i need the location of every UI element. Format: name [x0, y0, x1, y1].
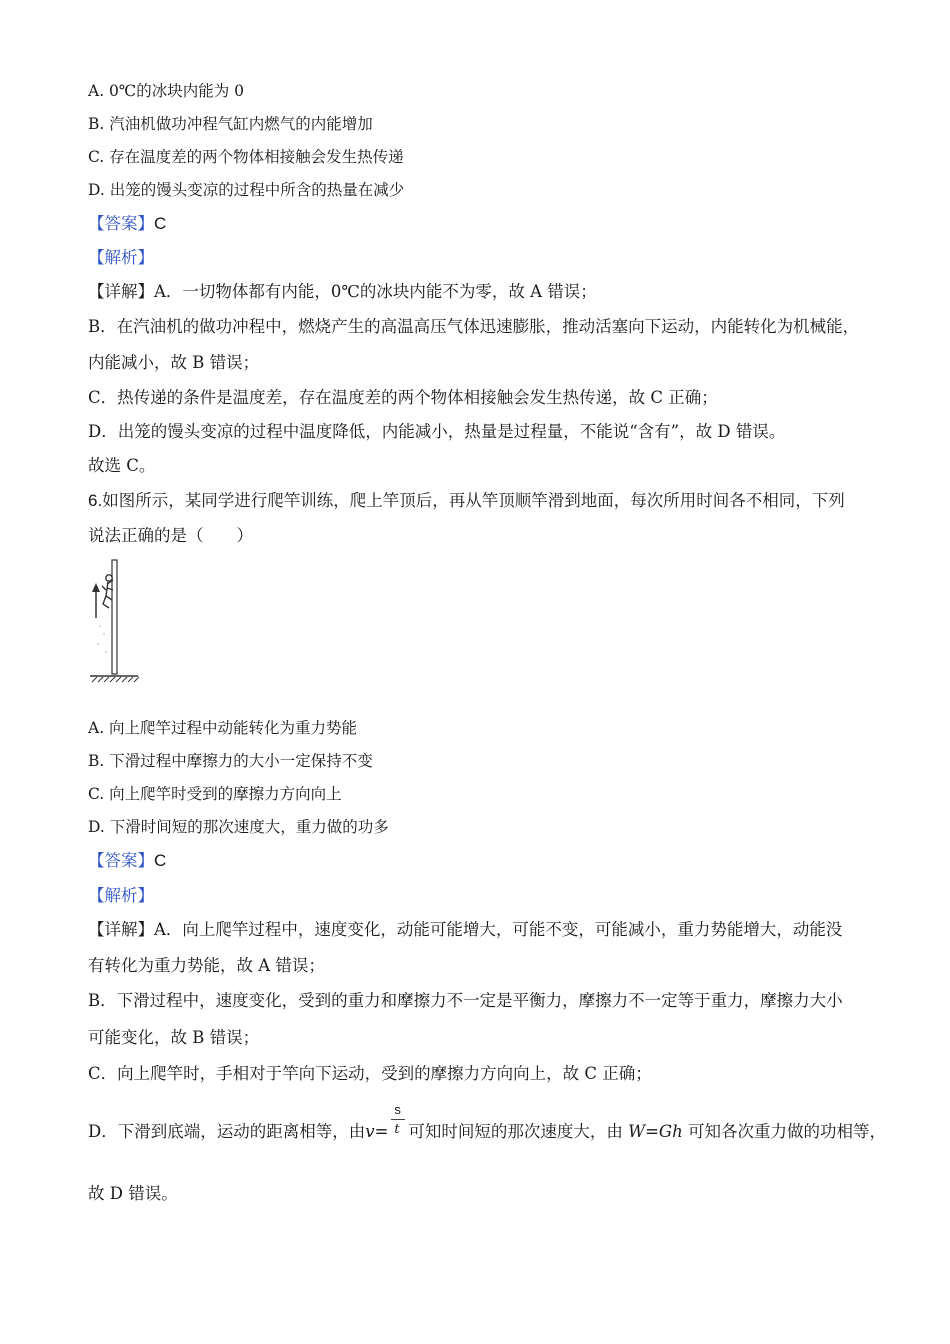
q6-detail-a1: 【详解】A．向上爬竿过程中，速度变化，动能可能增大，可能不变，可能减小，重力势能增大，动能没 [88, 920, 843, 939]
q5-answer-line [88, 215, 166, 233]
q6-answer: C [154, 851, 167, 870]
q6-answer-line [88, 852, 166, 870]
q5-detail-d: D．出笼的馒头变凉的过程中温度降低，内能减小，热量是过程量，不能说“含有”，故 D 错误。 [88, 422, 786, 441]
q6-detail-d: D．下滑到底端，运动的距离相等，由v= $\frac{s}{t}$ 可知时间短的那次速度大，由 W=Gh 可知各次重力做的功相等， [88, 1101, 886, 1141]
answer-tag: 【答案】 [88, 851, 154, 870]
q5-detail-a: 【详解】A．一切物体都有内能，0℃的冰块内能不为零，故 A 错误； [88, 282, 597, 301]
answer-tag: 【答案】 [88, 214, 154, 233]
formula-v: v [365, 1122, 375, 1141]
q6-stem-line1: 6.如图所示，某同学进行爬竿训练，爬上竿顶后，再从竿顶顺竿滑到地面，每次所用时间各不相同，下列 [88, 491, 845, 510]
formula-w-gh: W=Gh [628, 1122, 683, 1141]
q5-option-c: C. 存在温度差的两个物体相接触会发生热传递 [88, 148, 404, 166]
fraction-s-over-t [391, 1101, 405, 1141]
pole-climbing-illustration [86, 556, 142, 686]
detail-tag: 【详解】 [88, 920, 154, 939]
q5-detail-b1: B．在汽油机的做功冲程中，燃烧产生的高温高压气体迅速膨胀，推动活塞向下运动，内能转化为机械能， [88, 317, 860, 336]
q6-stem-line2: 说法正确的是（ ） [88, 526, 253, 545]
q6-detail-a2: 有转化为重力势能，故 A 错误； [88, 956, 325, 975]
q5-option-a: A. 0℃的冰块内能为 0 [88, 82, 245, 100]
q5-detail-b2: 内能减小，故 B 错误； [88, 353, 260, 372]
q5-answer: C [154, 214, 167, 233]
q5-option-b: B. 汽油机做功冲程气缸内燃气的内能增加 [88, 115, 373, 133]
q6-number: 6. [88, 491, 103, 510]
q5-conclusion: 故选 C。 [88, 456, 156, 475]
fraction-bar [391, 1119, 405, 1120]
formula-eq: = [374, 1122, 389, 1141]
q6-detail-b2: 可能变化，故 B 错误； [88, 1028, 260, 1047]
q6-option-a: A. 向上爬竿过程中动能转化为重力势能 [88, 719, 358, 737]
detail-tag: 【详解】 [88, 282, 154, 301]
q6-detail-b1: B．下滑过程中，速度变化，受到的重力和摩擦力不一定是平衡力，摩擦力不一定等于重力，摩擦力大小 [88, 991, 843, 1010]
q6-option-d: D. 下滑时间短的那次速度大，重力做的功多 [88, 818, 389, 836]
fraction-denominator: t [394, 1121, 400, 1137]
q5-detail-c: C．热传递的条件是温度差，存在温度差的两个物体相接触会发生热传递，故 C 正确； [88, 388, 718, 407]
q6-option-b: B. 下滑过程中摩擦力的大小一定保持不变 [88, 752, 373, 770]
q6-analysis-tag: 【解析】 [88, 886, 154, 905]
fraction-numerator: s [394, 1101, 401, 1117]
q5-option-d: D. 出笼的馒头变凉的过程中所含的热量在减少 [88, 181, 405, 199]
q6-detail-d2: 故 D 错误。 [88, 1184, 178, 1203]
pole-climbing-figure [86, 556, 142, 686]
q5-analysis-tag: 【解析】 [88, 248, 154, 267]
q6-detail-c: C．向上爬竿时，手相对于竿向下运动，受到的摩擦力方向向上，故 C 正确； [88, 1064, 652, 1083]
q6-option-c: C. 向上爬竿时受到的摩擦力方向向上 [88, 785, 342, 803]
